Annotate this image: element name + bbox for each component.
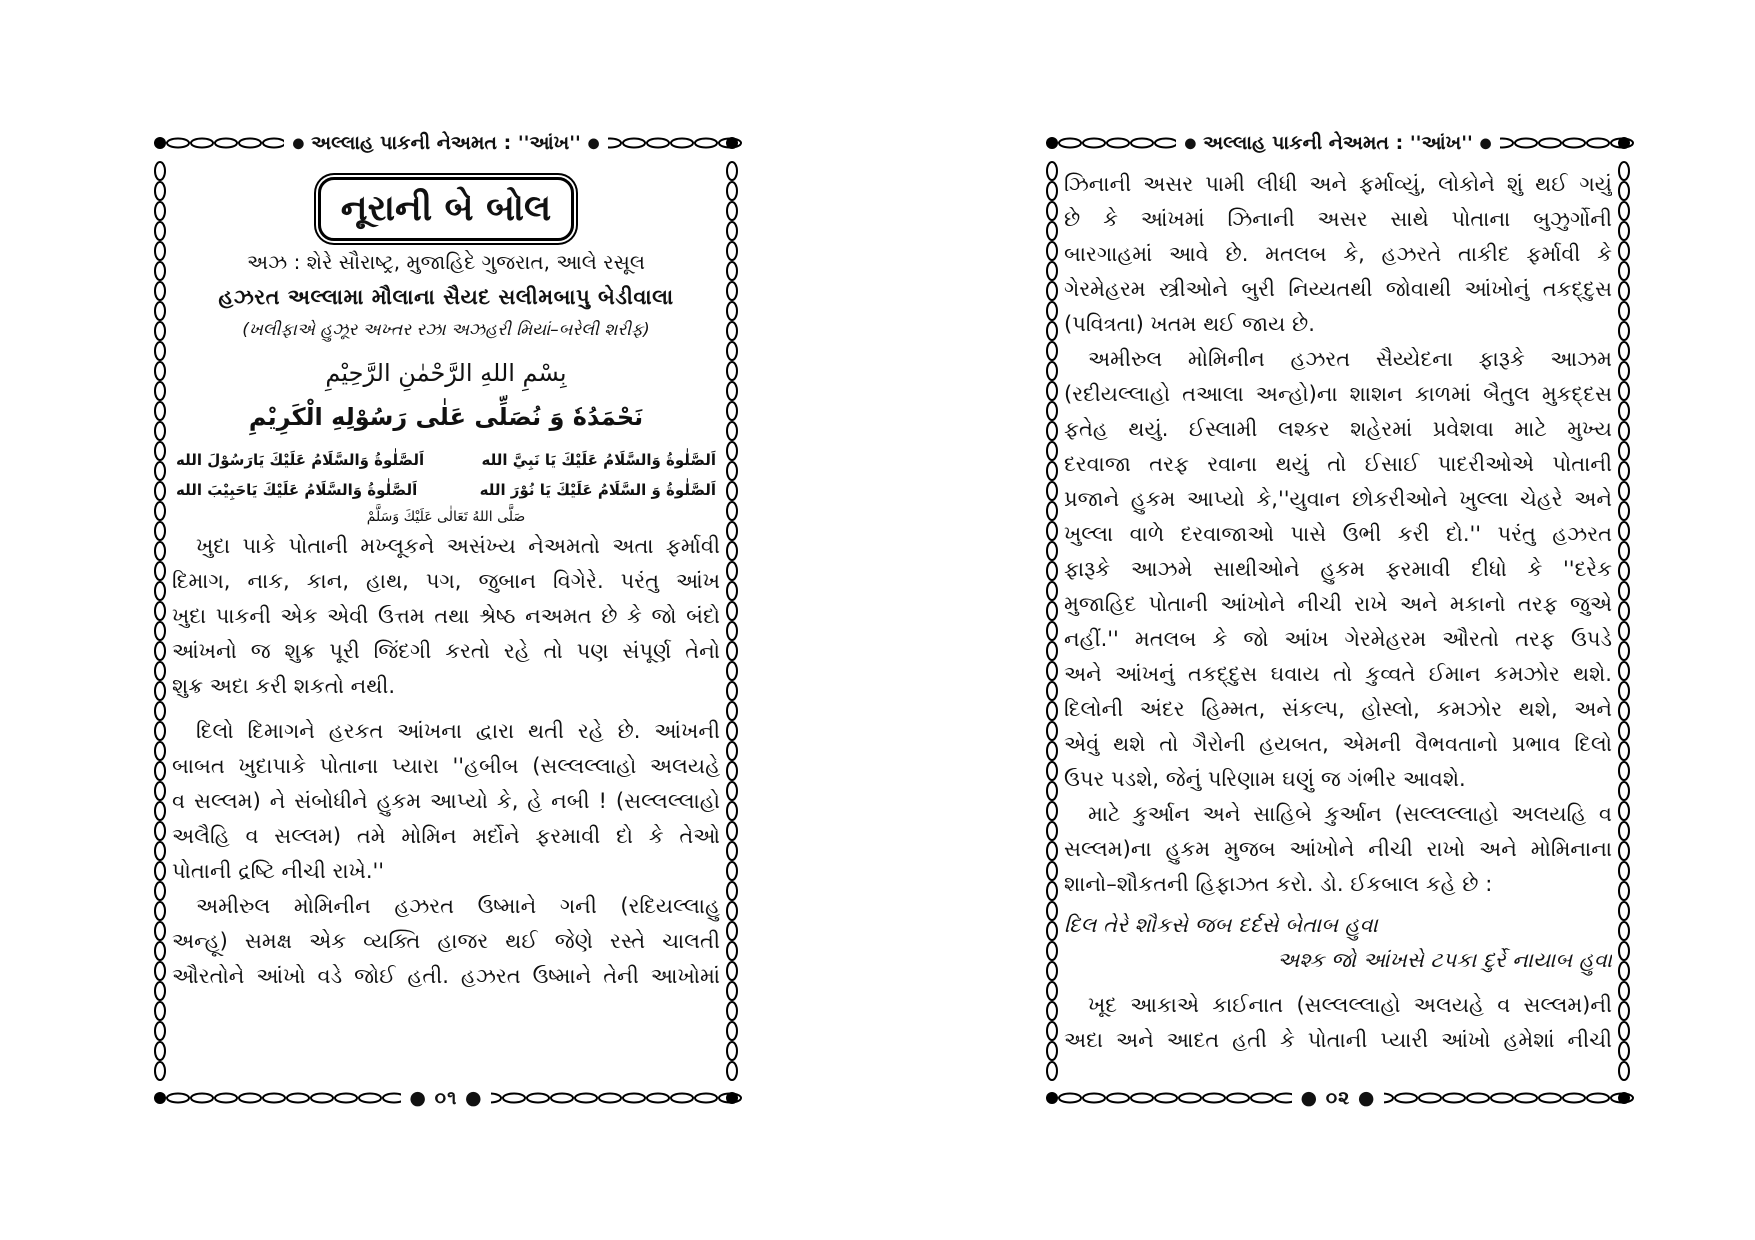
text-line: અદા અને આદત હતી કે પોતાની પ્યારી આંખો હમેશાં નીચી (1064, 1028, 1612, 1052)
page-content (1064, 167, 1612, 1072)
page-content (172, 167, 720, 1072)
text-line: શુક્ર અદા કરી શકતો નથી. (172, 674, 396, 698)
text-line: ફારૂકે આઝમે સાથીઓને હુકમ ફરમાવી દીધો કે ''દરેક (1064, 557, 1612, 581)
page-footer (148, 1086, 744, 1110)
right-page (1040, 132, 1636, 1109)
bullet-icon: ● (409, 1087, 427, 1109)
text-line: આંખનો જ શુક્ર પૂરી જિંદગી કરતો રહે તો પણ સંપૂર્ણ તેનો (172, 639, 720, 663)
text-line: ખૂદ આકાએ કાઈનાત (સલ્લલ્લાહો અલયહે વ સલ્લમ)ની (1088, 993, 1612, 1017)
poem-line: દિલ તેરે શૌકસે જબ દર્દસે બેતાબ હુવા (1064, 913, 1378, 937)
text-line: મુજાહિદ પોતાની આંખોને નીચી રાખે અને મકાનો તરફ જુએ (1064, 592, 1612, 616)
text-line: ફતેહ થયું. ઈસ્લામી લશ્કર શહેરમાં પ્રવેશવા માટે મુખ્ય (1064, 417, 1612, 441)
text-line: ઔરતોને આંખો વડે જોઈ હતી. હઝરત ઉષ્માને તેની આખોમાં (172, 964, 720, 988)
left-page (148, 132, 744, 1109)
text-line: દિમાગ, નાક, કાન, હાથ, પગ, જુબાન વિગેરે. પરંતુ આંખ (172, 569, 720, 593)
text-line: ખુદા પાકની એક એવી ઉત્તમ તથા શ્રેષ્ઠ નઅમત છે કે જો બંદો (172, 604, 720, 628)
bullet-icon: ● (1184, 135, 1197, 152)
page-number: ૦૨ (1325, 1087, 1351, 1109)
hamd-line: نَحْمَدُهٗ وَ نُصَلِّى عَلٰى رَسُوْلِهِ الْكَرِيْمِ (248, 403, 644, 431)
page-footer (1040, 1086, 1636, 1110)
text-line: દરવાજા તરફ રવાના થયું તો ઈસાઈ પાદરીઓએ પોતાની (1064, 452, 1612, 476)
text-line: અન્હૂ) સમક્ષ એક વ્યક્તિ હાજર થઈ જેણે રસ્તે ચાલતી (172, 929, 720, 953)
salawat-text: اَلصَّلٰوةُ وَالسَّلَامُ عَلَيْكَ يَاحَبِيْبَ الله (176, 481, 418, 499)
salawat-text: اَلصَّلٰوةُ وَالسَّلَامُ عَلَيْكَ يَارَسُوْلَ الله (176, 451, 425, 469)
text-line: ઝિનાની અસર પામી લીધી અને ફર્માવ્યું, લોકોને શું થઈ ગયું (1064, 172, 1612, 196)
text-line: એવું થશે તો ગૈરોની હયબત, એમની વૈભવતાનો પ્રભાવ દિલો (1064, 732, 1612, 756)
page-header (148, 131, 744, 155)
text-line: શાનો–શૌકતની હિફાઝત કરો. ડો. ઈકબાલ કહે છે : (1064, 872, 1493, 896)
text-line: નહીં.'' મતલબ કે જો આંખ ગેરમેહરમ ઔરતો તરફ ઉપડે (1064, 627, 1612, 651)
bismillah: بِسْمِ اللهِ الرَّحْمٰنِ الرَّحِيْمِ (325, 359, 567, 387)
header-title: અલ્લાહ પાકની નેઅમત : ''આંખ'' (311, 132, 581, 154)
text-line: (પવિત્રતા) ખતમ થઈ જાય છે. (1064, 312, 1315, 336)
text-line: (રદીયલ્લાહો તઆલા અન્હો)ના શાશન કાળમાં બૈતુલ મુકદ્દસ (1064, 382, 1612, 406)
text-line: અલૈહિ વ સલ્લમ) તમે મોમિન મર્દોને ફરમાવી દો કે તેઓ (172, 824, 720, 848)
salawat-text: اَلصَّلٰوةُ وَ السَّلَامُ عَلَيْكَ يَا نُوْرَ الله (479, 481, 716, 499)
salawat-row (172, 445, 720, 475)
salawat-text: اَلصَّلٰوةُ وَالسَّلَامُ عَلَيْكَ يَا نَبِيَّ الله (481, 451, 716, 469)
text-line: ખુલ્લા વાળે દરવાજાઓ પાસે ઉભી કરી દો.'' પરંતુ હઝરત (1064, 522, 1612, 546)
bullet-icon: ● (1300, 1087, 1319, 1109)
text-line: છે કે આંખમાં ઝિનાની અસર સાથે પોતાના બુઝુર્ગોની (1064, 207, 1612, 231)
text-line: ગેરમેહરમ સ્ત્રીઓને બુરી નિય્યતથી જોવાથી આંખોનું તકદ્દુસ (1064, 277, 1612, 301)
text-line: દિલો દિમાગને હરકત આંખના દ્વારા થતી રહે છે. આંખની (196, 719, 720, 743)
text-line: વ સલ્લમ) ને સંબોધીને હુકમ આપ્યો કે, હે નબી ! (સલ્લલ્લાહો (172, 789, 720, 813)
bullet-icon: ● (1479, 135, 1492, 152)
text-line: પ્રજાને હુકમ આપ્યો કે,''યુવાન છોકરીઓને ખુલ્લા ચેહરે અને (1064, 487, 1612, 511)
salawat-row (172, 475, 720, 505)
header-title: અલ્લાહ પાકની નેઅમત : ''આંખ'' (1203, 132, 1473, 154)
page-title: નૂરાની બે બોલ (318, 177, 574, 241)
bullet-icon: ● (587, 135, 600, 152)
salawat-end: صَلَّى اللهُ تَعَالٰى عَلَيْكَ وَسَلَّمْ (366, 509, 526, 525)
text-line: ઉપર પડશે, જેનું પરિણામ ઘણું જ ગંભીર આવશે. (1064, 767, 1466, 791)
text-line: પોતાની દ્રષ્ટિ નીચી રાખે.'' (172, 859, 385, 883)
text-line: અમીરુલ મોમિનીન હઝરત ઉષ્માને ગની (રદિયલ્લાહુ (196, 894, 720, 918)
text-line: ખુદા પાકે પોતાની મખ્લૂકને અસંખ્ય નેઅમતો અતા ફર્માવી (196, 534, 720, 558)
text-line: અને આંખનું તકદ્દુસ ઘવાય તો કુવ્વતે ઈમાન કમઝોર થશે. (1064, 662, 1612, 686)
bullet-icon: ● (292, 135, 305, 152)
author-name: હઝરત અલ્લામા મૌલાના સૈયદ સલીમબાપુ બેડીવાલા (218, 285, 674, 309)
text-line: દિલોની અંદર હિમ્મત, સંકલ્પ, હોસ્લો, કમઝોર થશે, અને (1064, 697, 1612, 721)
author-note: (ખલીફાએ હુઝૂર અખ્તર રઝા અઝહરી મિયાં–બરેલી શરીફ) (242, 320, 650, 340)
text-line: બાબત ખુદાપાકે પોતાના પ્યારા ''હબીબ (સલ્લલ્લાહો અલયહે (172, 754, 720, 778)
page-number: ૦૧ (434, 1087, 458, 1109)
text-line: અમીરુલ મોમિનીન હઝરત સૈય્યેદના ફારૂકે આઝમ (1088, 347, 1612, 371)
page-header (1040, 131, 1636, 155)
text-line: બારગાહમાં આવે છે. મતલબ કે, હઝરતે તાકીદ ફર્માવી કે (1064, 242, 1612, 266)
author-line: અઝ : શેરે સૌરાષ્ટ્ર, મુજાહિદે ગુજરાત, આલે રસૂલ (247, 250, 645, 274)
bullet-icon: ● (1357, 1087, 1376, 1109)
poem-line: અશ્ક જો આંખસે ટપકા દુર્રે નાયાબ હુવા (1277, 948, 1612, 972)
text-line: સલ્લમ)ના હુકમ મુજબ આંખોને નીચી રાખો અને મોમિનાના (1064, 837, 1612, 861)
text-line: માટે કુર્આન અને સાહિબે કુર્આન (સલ્લલ્લાહો અલયહિ વ (1088, 802, 1612, 826)
bullet-icon: ● (465, 1087, 483, 1109)
